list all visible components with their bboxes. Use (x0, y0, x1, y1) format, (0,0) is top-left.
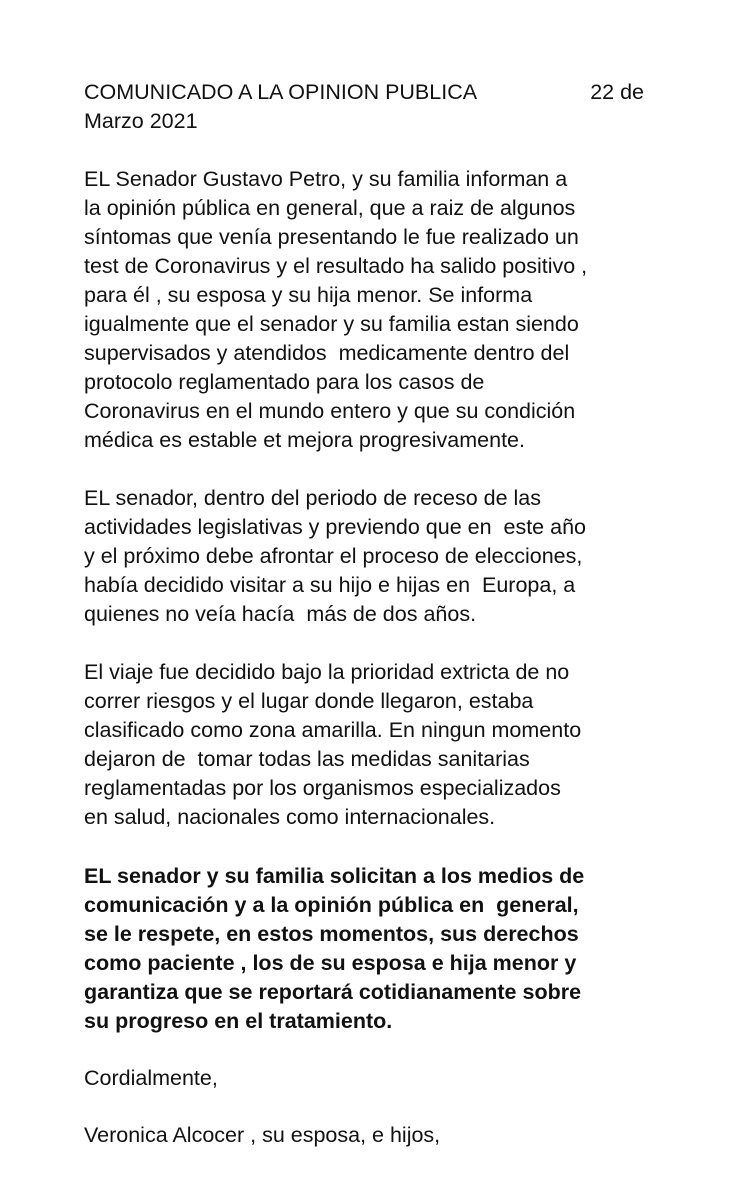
paragraph-request (84, 862, 644, 1036)
closing-block (84, 1064, 644, 1093)
date-second-line: Marzo 2021 (84, 109, 198, 133)
paragraph-line: médica es estable et mejora progresivamente. (84, 428, 525, 452)
paragraph-line: síntomas que venía presentando le fue realizado un (84, 225, 579, 249)
paragraph-line: igualmente que el senador y su familia estan siendo (84, 312, 579, 336)
paragraph-travel (84, 484, 644, 629)
document-title: COMUNICADO A LA OPINION PUBLICA (84, 80, 478, 104)
paragraph-line: supervisados y atendidos medicamente dentro del (84, 341, 570, 365)
signature-text: Veronica Alcocer , su esposa, e hijos, (84, 1123, 441, 1147)
paragraph-line: Coronavirus en el mundo entero y que su condición (84, 399, 576, 423)
paragraph-line: comunicación y a la opinión pública en general, (84, 893, 579, 917)
paragraph-line: se le respete, en estos momentos, sus derechos (84, 922, 579, 946)
document-page (84, 78, 644, 1150)
paragraph-line: EL senador y su familia solicitan a los medios de (84, 864, 585, 888)
paragraph-line: y el próximo debe afrontar el proceso de elecciones, (84, 544, 583, 568)
paragraph-diagnosis (84, 165, 644, 455)
paragraph-line: había decidido visitar a su hijo e hijas en Europa, a (84, 573, 576, 597)
paragraph-line: correr riesgos y el lugar donde llegaron, estaba (84, 689, 534, 713)
paragraph-line: test de Coronavirus y el resultado ha salido positivo , (84, 254, 588, 278)
signature-block (84, 1121, 644, 1150)
paragraph-line: dejaron de tomar todas las medidas sanitarias (84, 747, 530, 771)
paragraph-line: clasificado como zona amarilla. En ningun momento (84, 718, 582, 742)
paragraph-line: EL senador, dentro del periodo de receso de las (84, 486, 541, 510)
paragraph-line: su progreso en el tratamiento. (84, 1009, 393, 1033)
paragraph-line: reglamentadas por los organismos especializados (84, 776, 561, 800)
paragraph-line: EL Senador Gustavo Petro, y su familia informan a (84, 167, 568, 191)
paragraph-line: quienes no veía hacía más de dos años. (84, 602, 477, 626)
header-block (84, 78, 644, 136)
paragraph-line: actividades legislativas y previendo que en este año (84, 515, 586, 539)
paragraph-line: en salud, nacionales como internacionales. (84, 805, 496, 829)
paragraph-line: como paciente , los de su esposa e hija menor y (84, 951, 577, 975)
paragraph-line: garantiza que se reportará cotidianamente sobre (84, 980, 582, 1004)
closing-text: Cordialmente, (84, 1066, 218, 1090)
paragraph-line: para él , su esposa y su hija menor. Se informa (84, 283, 533, 307)
title-row (84, 78, 644, 107)
paragraph-line: protocolo reglamentado para los casos de (84, 370, 485, 394)
paragraph-line: la opinión pública en general, que a raiz de algunos (84, 196, 576, 220)
date-first-line: 22 de (590, 80, 644, 104)
paragraph-precautions (84, 658, 644, 832)
paragraph-line: El viaje fue decidido bajo la prioridad extricta de no (84, 660, 570, 684)
